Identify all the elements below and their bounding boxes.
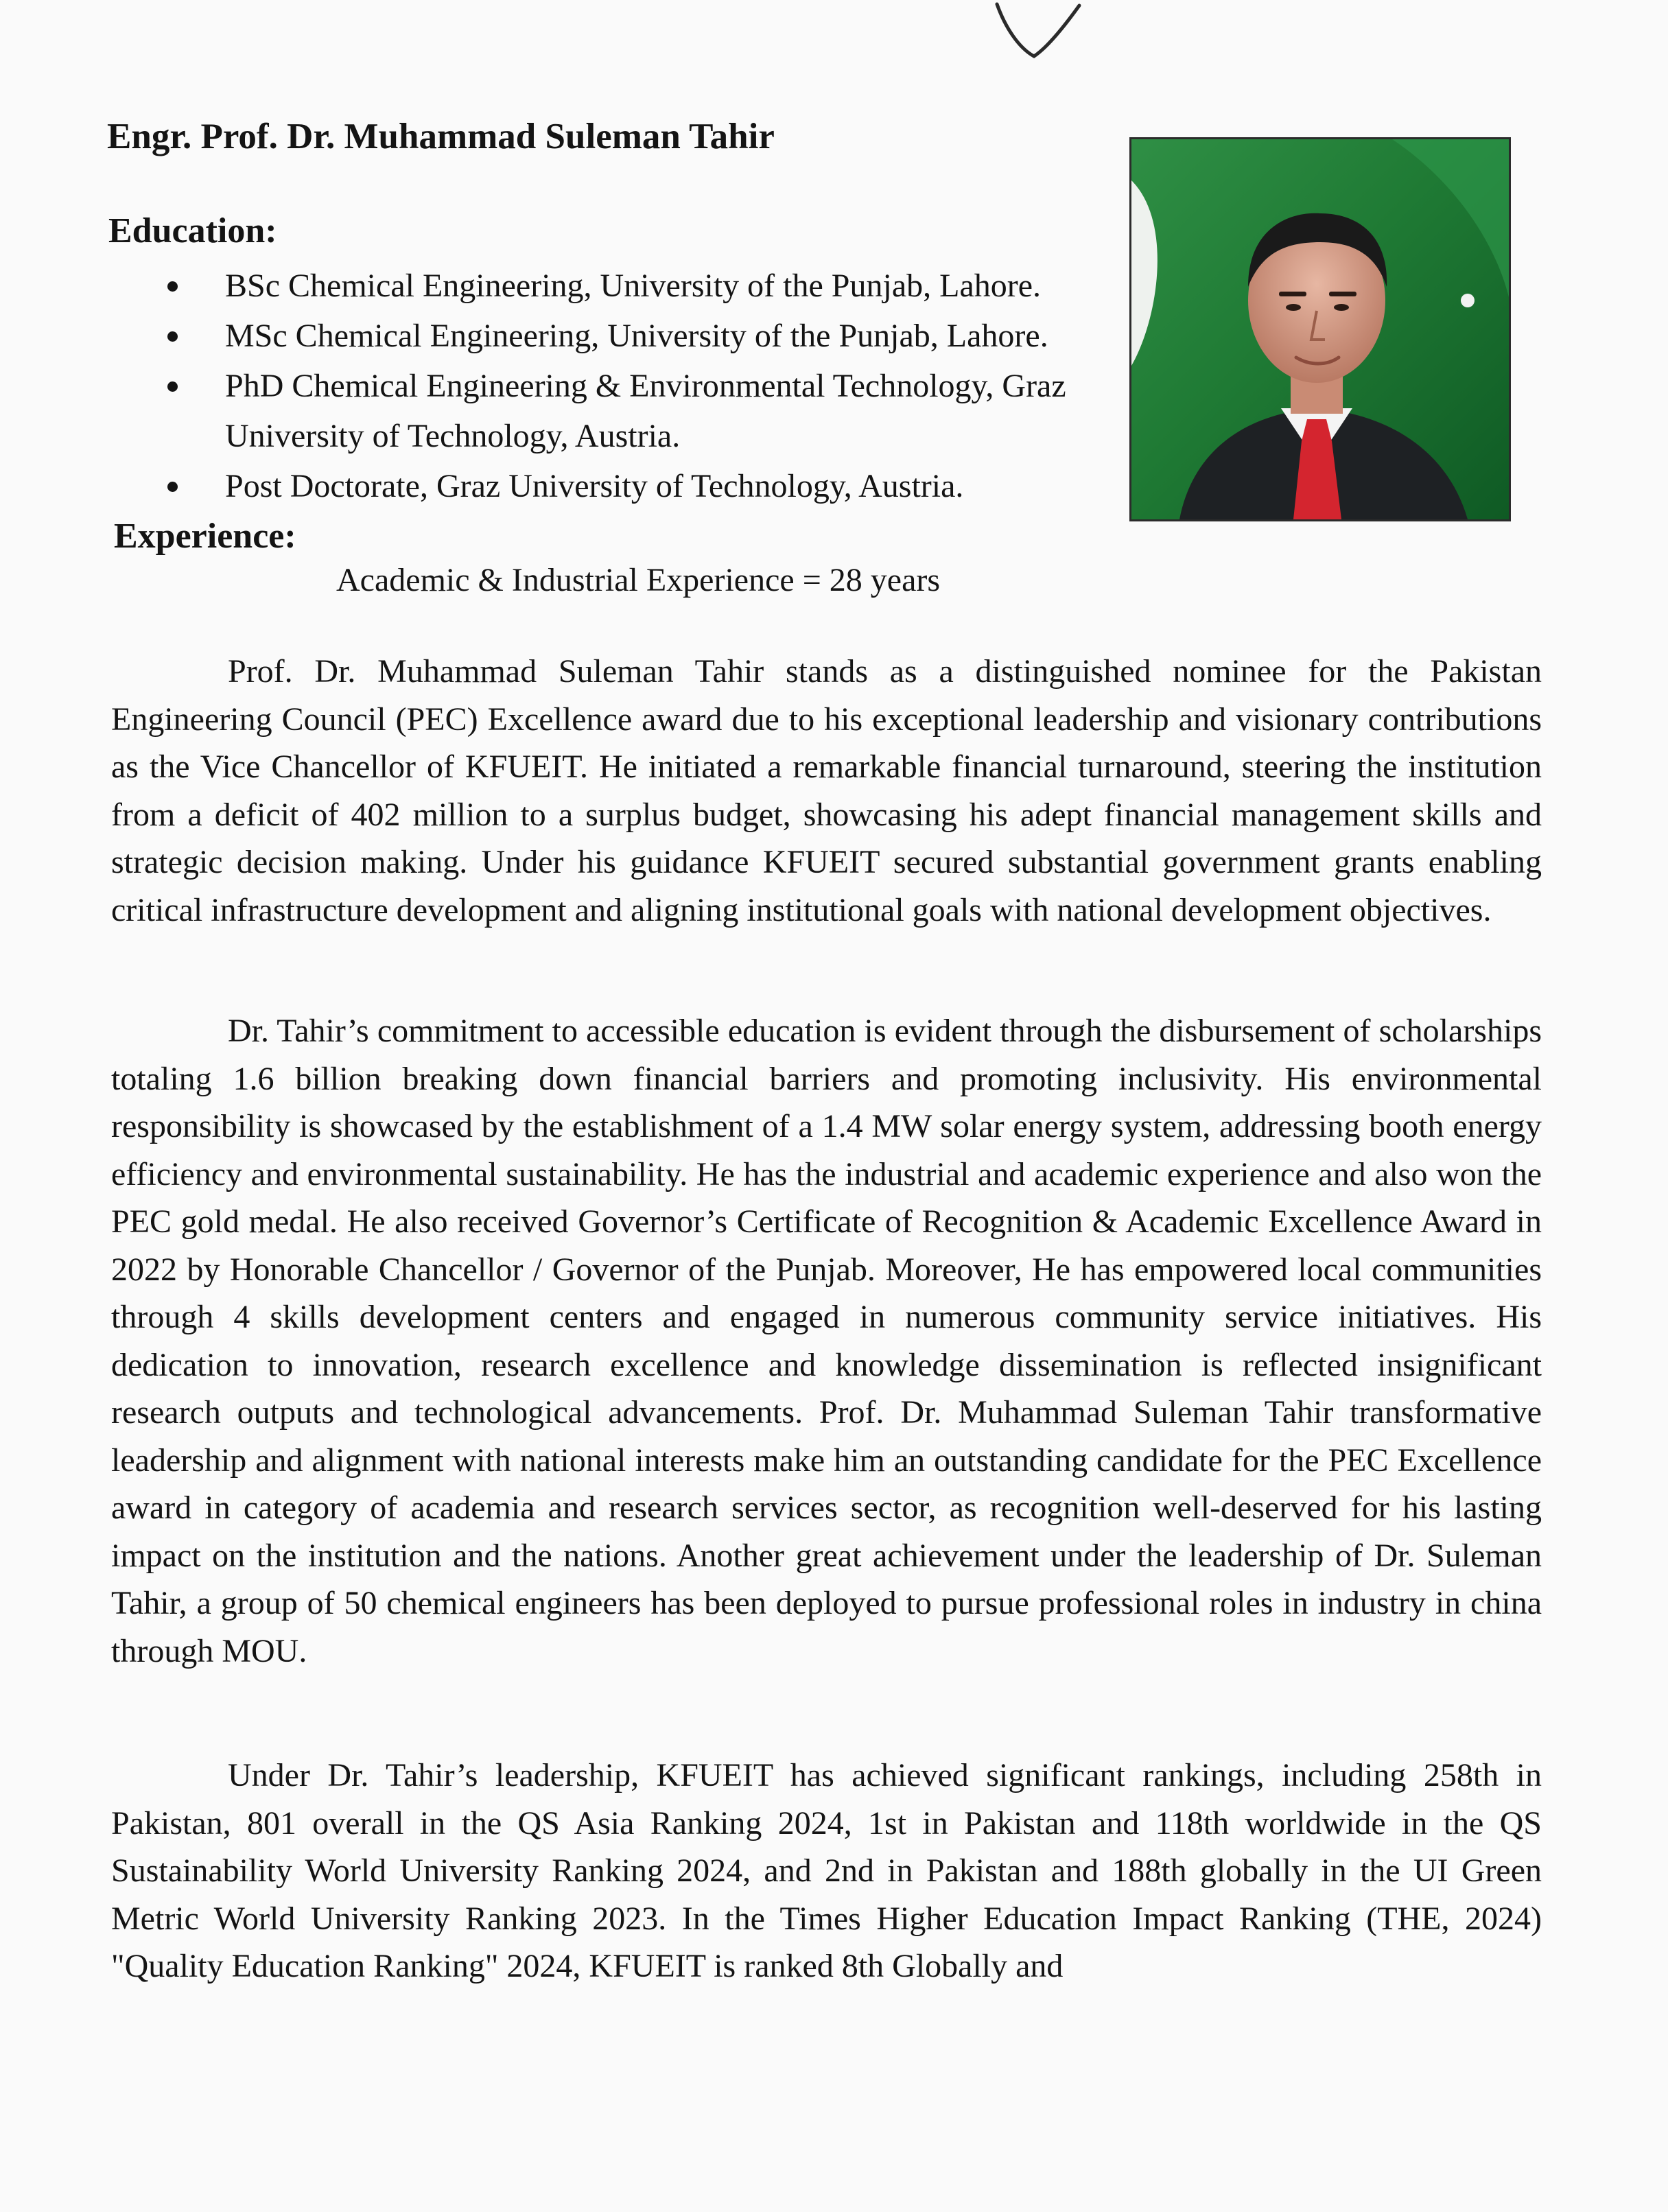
paragraph-rankings: Under Dr. Tahir’s leadership, KFUEIT has achieved significant rankings, including 258th in Pakistan, 801 overall in the QS Asia Ranking 2024, 1st in Pakistan and 118th worldwide in the QS Sustainability World University Ranking 2024, and 2nd in Pakistan and 188th globally in the UI Green Metric World University Ranking 2023. In the Times Higher Education Impact Ranking (THE, 2024) "Quality Education Ranking" 2024, KFUEIT is ranked 8th Globally and bbox=[111, 1757, 1542, 1984]
portrait-photo bbox=[1129, 137, 1511, 521]
education-item: MSc Chemical Engineering, University of the Punjab, Lahore. bbox=[158, 311, 1132, 361]
education-item: Post Doctorate, Graz University of Technology, Austria. bbox=[158, 461, 1132, 511]
person-name: Engr. Prof. Dr. Muhammad Suleman Tahir bbox=[107, 117, 775, 156]
education-heading: Education: bbox=[108, 211, 277, 250]
paragraph-leadership: Prof. Dr. Muhammad Suleman Tahir stands as a distinguished nominee for the Pakistan Engineering Council (PEC) Excellence award due to his exceptional leadership and visionary contributions as the Vice Chancellor of KFUEIT. He initiated a remarkable financial turnaround, steering the institution from a deficit of 402 million to a surplus budget, showcasing his adept financial management skills and strategic decision making. Under his guidance KFUEIT secured substantial government grants enabling critical infrastructure development and aligning institutional goals with national development objectives. bbox=[111, 653, 1542, 928]
education-item: BSc Chemical Engineering, University of the Punjab, Lahore. bbox=[158, 261, 1132, 311]
portrait-illustration bbox=[1131, 139, 1509, 519]
education-item: PhD Chemical Engineering & Environmental Technology, Graz University of Technology, Austria. bbox=[158, 361, 1132, 461]
education-list bbox=[158, 261, 1132, 511]
experience-years: Academic & Industrial Experience = 28 years bbox=[336, 562, 941, 598]
check-mark-icon bbox=[991, 0, 1094, 69]
experience-heading: Experience: bbox=[114, 517, 296, 556]
paragraph-achievements: Dr. Tahir’s commitment to accessible education is evident through the disbursement of scholarships totaling 1.6 billion breaking down financial barriers and promoting inclusivity. His environmental responsibility is showcased by the establishment of a 1.4 MW solar energy system, addressing booth energy efficiency and environmental sustainability. He has the industrial and academic experience and also won the PEC gold medal. He also received Governor’s Certificate of Recognition & Academic Excellence Award in 2022 by Honorable Chancellor / Governor of the Punjab. Moreover, He has empowered local communities through 4 skills development centers and engaged in numerous community service initiatives. His dedication to innovation, research excellence and knowledge dissemination is reflected insignificant research outputs and technological advancements. Prof. Dr. Muhammad Suleman Tahir transformative leadership and alignment with national interests make him an outstanding candidate for the PEC Excellence award in category of academia and research services sector, as recognition well-deserved for his lasting impact on the institution and the nations. Another great achievement under the leadership of Dr. Suleman Tahir, a group of 50 chemical engineers has been deployed to pursue professional roles in industry in china through MOU. bbox=[111, 1013, 1542, 1669]
